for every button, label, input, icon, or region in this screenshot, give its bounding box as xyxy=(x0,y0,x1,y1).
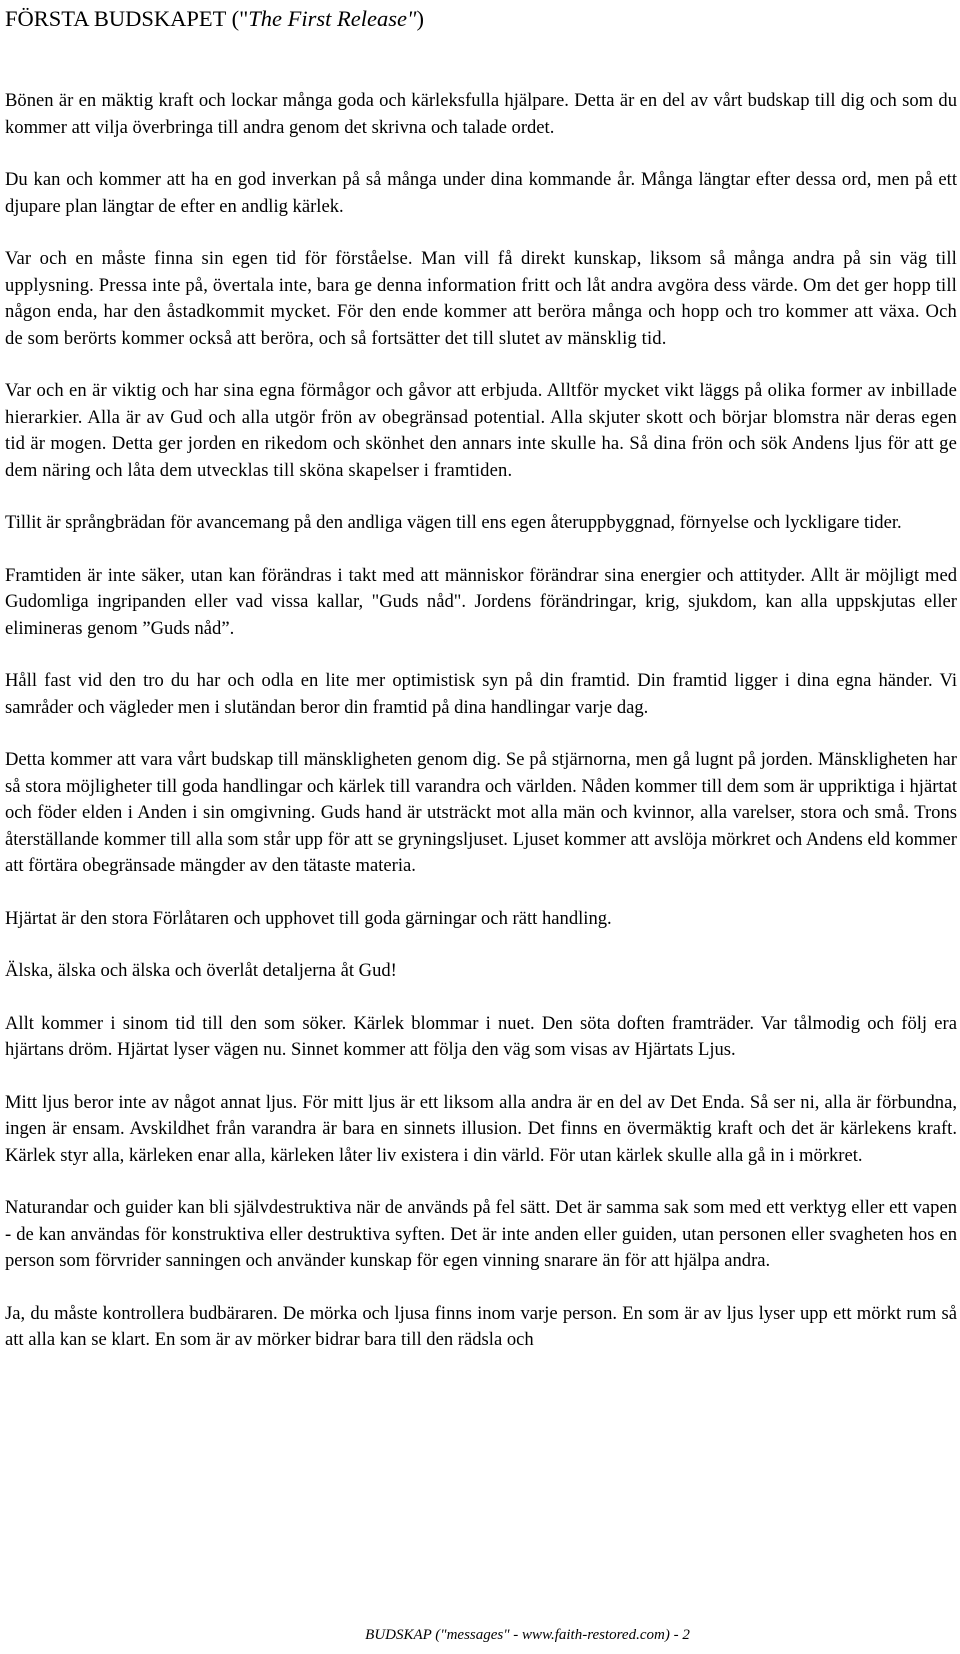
title-close: ) xyxy=(416,6,424,31)
title-italic: The First Release" xyxy=(248,6,417,31)
page-title xyxy=(5,4,424,34)
paragraph-14: Ja, du måste kontrollera budbäraren. De mörka och ljusa finns inom varje person. En som är av ljus lyser upp ett mörkt rum så att alla kan se klart. En som är av mörker bidrar bara till den rädsla och xyxy=(5,1302,957,1350)
page-footer: BUDSKAP ("messages" - www.faith-restored.com) - 2 xyxy=(365,1627,690,1643)
paragraph-3: Var och en måste finna sin egen tid för förståelse. Man vill få direkt kunskap, liksom så många andra på sin väg till upplysning. Pressa inte på, övertala inte, bara ge denna information fritt och låt andra avgöra dess värde. Om det ger hopp till någon enda, har den åstadkommit mycket. För den ende kommer att beröra många och hopp och tro kommer att växa. Och de som berörts kommer också att beröra, och så fortsätter det till slutet av mänsklig tid. xyxy=(5,248,957,349)
paragraph-8: Detta kommer att vara vårt budskap till mänskligheten genom dig. Se på stjärnorna, men gå lugnt på jorden. Mänskligheten har så stora möjligheter till goda handlingar och kärlek till varandra och världen. Nåden kommer till dem som är uppriktiga i hjärtat och föder elden i Anden i sin omgivning. Guds hand är utsträckt mot alla män och kvinnor, alla varelser, stora och små. Trons återställande kommer till alla som står upp för att se gryningsljuset. Ljuset kommer att avslöja mörkret och Andens eld kommer att förtära obegränsade mängder av den tätaste materia. xyxy=(5,749,957,876)
paragraph-4: Var och en är viktig och har sina egna förmågor och gåvor att erbjuda. Alltför mycket vikt läggs på olika former av inbillade hierarkier. Alla är av Gud och alla utgör frön av obegränsad potential. Alla skjuter skott och börjar blomstra när deras egen tid är mogen. Detta ger jorden en rikedom och skönhet den annars inte skulle ha. Så dina frön och sök Andens ljus för att ge dem näring och låta dem utvecklas till sköna skapelser i framtiden. xyxy=(5,380,957,481)
document-body xyxy=(5,88,957,1380)
paragraph-6: Framtiden är inte säker, utan kan förändras i takt med att människor förändrar sina energier och attityder. Allt är möjligt med Gudomliga ingripanden eller vad vissa kallar, "Guds nåd". Jordens förändringar, krig, sjukdom, kan alla uppskjutas eller elimineras genom ”Guds nåd”. xyxy=(5,564,957,639)
paragraph-2: Du kan och kommer att ha en god inverkan på så många under dina kommande år. Många längtar efter dessa ord, men på ett djupare plan längtar de efter en andlig kärlek. xyxy=(5,169,957,217)
title-main: FÖRSTA BUDSKAPET (" xyxy=(5,6,249,31)
paragraph-13: Naturandar och guider kan bli självdestruktiva när de används på fel sätt. Det är samma sak som med ett verktyg eller ett vapen - de kan användas för konstruktiva eller destruktiva syften. Det är inte anden eller guiden, utan personen eller svagheten hos en person som förvrider sanningen och använder kunskap för egen vinning snarare än för att hjälpa andra. xyxy=(5,1197,957,1271)
paragraph-10: Älska, älska och älska och överlåt detaljerna åt Gud! xyxy=(5,960,397,981)
paragraph-9: Hjärtat är den stora Förlåtaren och upphovet till goda gärningar och rätt handling. xyxy=(5,907,612,929)
paragraph-5: Tillit är språngbrädan för avancemang på den andliga vägen till ens egen återuppbyggnad, förnyelse och lyckligare tider. xyxy=(5,512,902,533)
paragraph-12: Mitt ljus beror inte av något annat ljus. För mitt ljus är ett liksom alla andra är en del av Det Enda. Så ser ni, alla är förbundna, ingen är ensam. Avskildhet från varandra är bara en sinnets illusion. Det finns en övermäktig kraft och det är kärlekens kraft. Kärlek styr alla, kärleken enar alla, kärleken låter liv existera i din värld. För utan kärlek skulle alla gå in i mörkret. xyxy=(5,1091,957,1166)
paragraph-1: Bönen är en mäktig kraft och lockar många goda och kärleksfulla hjälpare. Detta är en del av vårt budskap till dig och som du kommer att vilja överbringa till andra genom det skrivna och talade ordet. xyxy=(5,90,957,138)
paragraph-11: Allt kommer i sinom tid till den som söker. Kärlek blommar i nuet. Den söta doften framträder. Var tålmodig och följ era hjärtans dröm. Hjärtat lyser vägen nu. Sinnet kommer att följa den väg som visas av Hjärtats Ljus. xyxy=(5,1012,957,1060)
paragraph-7: Håll fast vid den tro du har och odla en lite mer optimistisk syn på din framtid. Din framtid ligger i dina egna händer. Vi samråder och vägleder men i slutändan beror din framtid på dina handlingar varje dag. xyxy=(5,670,957,718)
